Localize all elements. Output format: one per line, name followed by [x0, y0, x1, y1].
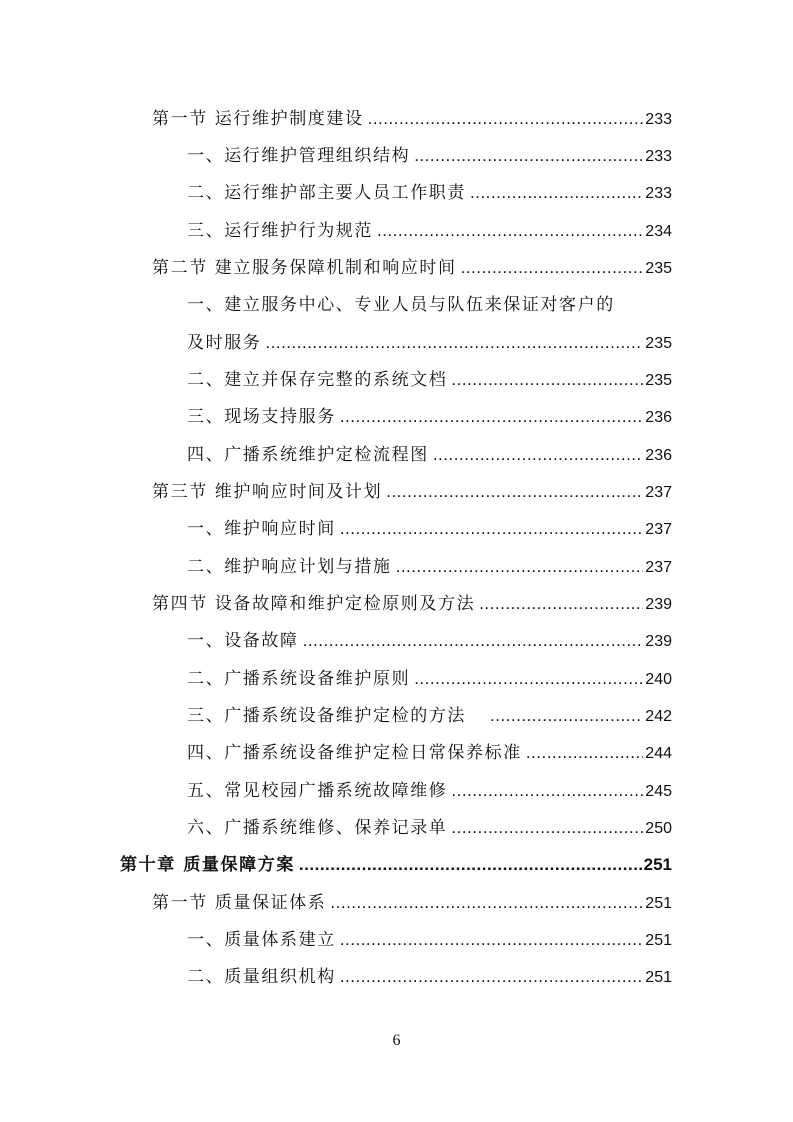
toc-entry-page: 251 — [645, 932, 672, 949]
toc-entry-page: 235 — [645, 372, 672, 389]
toc-entry-label: 一、运行维护管理组织结构 — [187, 146, 411, 166]
toc-leader-dots — [451, 780, 643, 802]
toc-entry-page: 237 — [645, 559, 672, 576]
toc-entry[interactable] — [187, 406, 672, 429]
toc-entry-page: 242 — [645, 708, 672, 725]
toc-entry-label: 四、广播系统设备维护定检日常保养标准 — [187, 743, 522, 763]
toc-entry[interactable] — [187, 182, 672, 205]
toc-entry[interactable] — [187, 668, 672, 691]
toc-leader-dots — [340, 518, 643, 540]
toc-entry-label: 四、广播系统维护定检流程图 — [187, 445, 429, 465]
toc-entry-label: 二、建立并保存完整的系统文档 — [187, 370, 448, 390]
toc-entry-label: 二、质量组织机构 — [187, 967, 336, 987]
toc-entry[interactable] — [187, 742, 672, 765]
toc-entry-label: 一、维护响应时间 — [187, 519, 336, 539]
toc-entry[interactable] — [187, 369, 672, 392]
toc-entry-page: 239 — [645, 633, 672, 650]
toc-entry-label: 三、广播系统设备维护定检的方法 — [187, 706, 466, 726]
toc-entry[interactable] — [187, 444, 672, 467]
toc-entry-label: 二、运行维护部主要人员工作职责 — [187, 183, 466, 203]
toc-entry[interactable] — [187, 518, 672, 541]
toc-entry[interactable] — [187, 630, 672, 653]
toc-entry-label: 一、设备故障 — [187, 631, 299, 651]
toc-leader-dots — [265, 332, 643, 354]
toc-leader-dots — [377, 220, 643, 242]
toc-entry-page: 244 — [645, 745, 672, 762]
toc-entry-label: 及时服务 — [187, 333, 262, 353]
toc-leader-dots — [340, 929, 643, 951]
toc-entry[interactable] — [187, 294, 672, 316]
toc-leader-dots — [414, 145, 643, 167]
toc-entry-page: 251 — [643, 855, 672, 874]
toc-entry[interactable] — [187, 780, 672, 803]
page-number: 6 — [392, 1032, 401, 1049]
toc-entry-page: 235 — [645, 260, 672, 277]
toc-entry-page: 233 — [645, 111, 672, 128]
toc-leader-dots — [414, 668, 643, 690]
toc-entry-label: 第二节 建立服务保障机制和响应时间 — [152, 258, 457, 278]
toc-entry[interactable] — [187, 145, 672, 168]
toc-leader-dots — [368, 108, 644, 130]
toc-leader-dots — [461, 257, 644, 279]
toc-entry-page: 240 — [645, 671, 672, 688]
toc-entry-page: 236 — [645, 409, 672, 426]
toc-leader-dots — [433, 444, 643, 466]
toc-leader-dots — [470, 182, 643, 204]
toc-entry[interactable] — [187, 556, 672, 579]
toc-entry[interactable] — [187, 705, 672, 728]
toc-entry-label: 三、现场支持服务 — [187, 407, 336, 427]
toc-entry-label: 一、质量体系建立 — [187, 930, 336, 950]
toc-entry-page: 236 — [645, 447, 672, 464]
toc-entry-label: 第三节 维护响应时间及计划 — [152, 482, 383, 502]
toc-entry-label: 第一节 质量保证体系 — [152, 893, 327, 913]
toc-entry-page: 251 — [645, 895, 672, 912]
toc-entry[interactable] — [187, 817, 672, 840]
toc-entry-page: 233 — [645, 185, 672, 202]
toc-leader-dots — [303, 630, 644, 652]
toc-leader-dots — [299, 854, 642, 876]
toc-chapter-entry[interactable] — [120, 854, 672, 876]
toc-entry[interactable] — [152, 108, 672, 131]
toc-entry-page: 235 — [645, 335, 672, 352]
toc-leader-dots — [386, 481, 643, 503]
toc-entry-label: 二、维护响应计划与措施 — [187, 557, 392, 577]
toc-entry[interactable] — [187, 966, 672, 989]
toc-entry-page: 237 — [645, 521, 672, 538]
toc-leader-dots — [396, 556, 644, 578]
toc-leader-dots — [340, 966, 643, 988]
toc-entry-label: 五、常见校园广播系统故障维修 — [187, 781, 448, 801]
toc-leader-dots — [330, 892, 643, 914]
toc-entry-page: 234 — [645, 223, 672, 240]
toc-leader-dots — [340, 406, 643, 428]
toc-entry[interactable] — [152, 257, 672, 280]
toc-leader-dots — [526, 742, 643, 764]
toc-entry-label: 第四节 设备故障和维护定检原则及方法 — [152, 594, 476, 614]
toc-entry-label: 第一节 运行维护制度建设 — [152, 109, 364, 129]
toc-leader-dots — [451, 817, 643, 839]
toc-entry[interactable] — [187, 929, 672, 952]
toc-entry-page: 239 — [645, 596, 672, 613]
toc-entry[interactable] — [152, 593, 672, 616]
toc-entry-page: 237 — [645, 484, 672, 501]
toc-entry-page: 250 — [645, 820, 672, 837]
toc-leader-dots — [479, 593, 643, 615]
toc-entry-page: 233 — [645, 148, 672, 165]
toc-entry[interactable] — [152, 481, 672, 504]
toc-leader-dots — [490, 705, 643, 727]
toc-entry-label: 一、建立服务中心、专业人员与队伍来保证对客户的 — [187, 295, 615, 315]
toc-leader-dots — [451, 369, 643, 391]
toc-entry[interactable] — [152, 892, 672, 915]
toc-entry-label: 六、广播系统维修、保养记录单 — [187, 818, 448, 838]
toc-entry-page: 245 — [645, 783, 672, 800]
toc-entry[interactable] — [187, 220, 672, 243]
toc-entry-label: 第十章 质量保障方案 — [120, 855, 295, 875]
toc-entry-page: 251 — [645, 969, 672, 986]
toc-entry-label: 二、广播系统设备维护原则 — [187, 669, 411, 689]
toc-entry[interactable] — [187, 332, 672, 355]
toc-entry-label: 三、运行维护行为规范 — [187, 221, 373, 241]
